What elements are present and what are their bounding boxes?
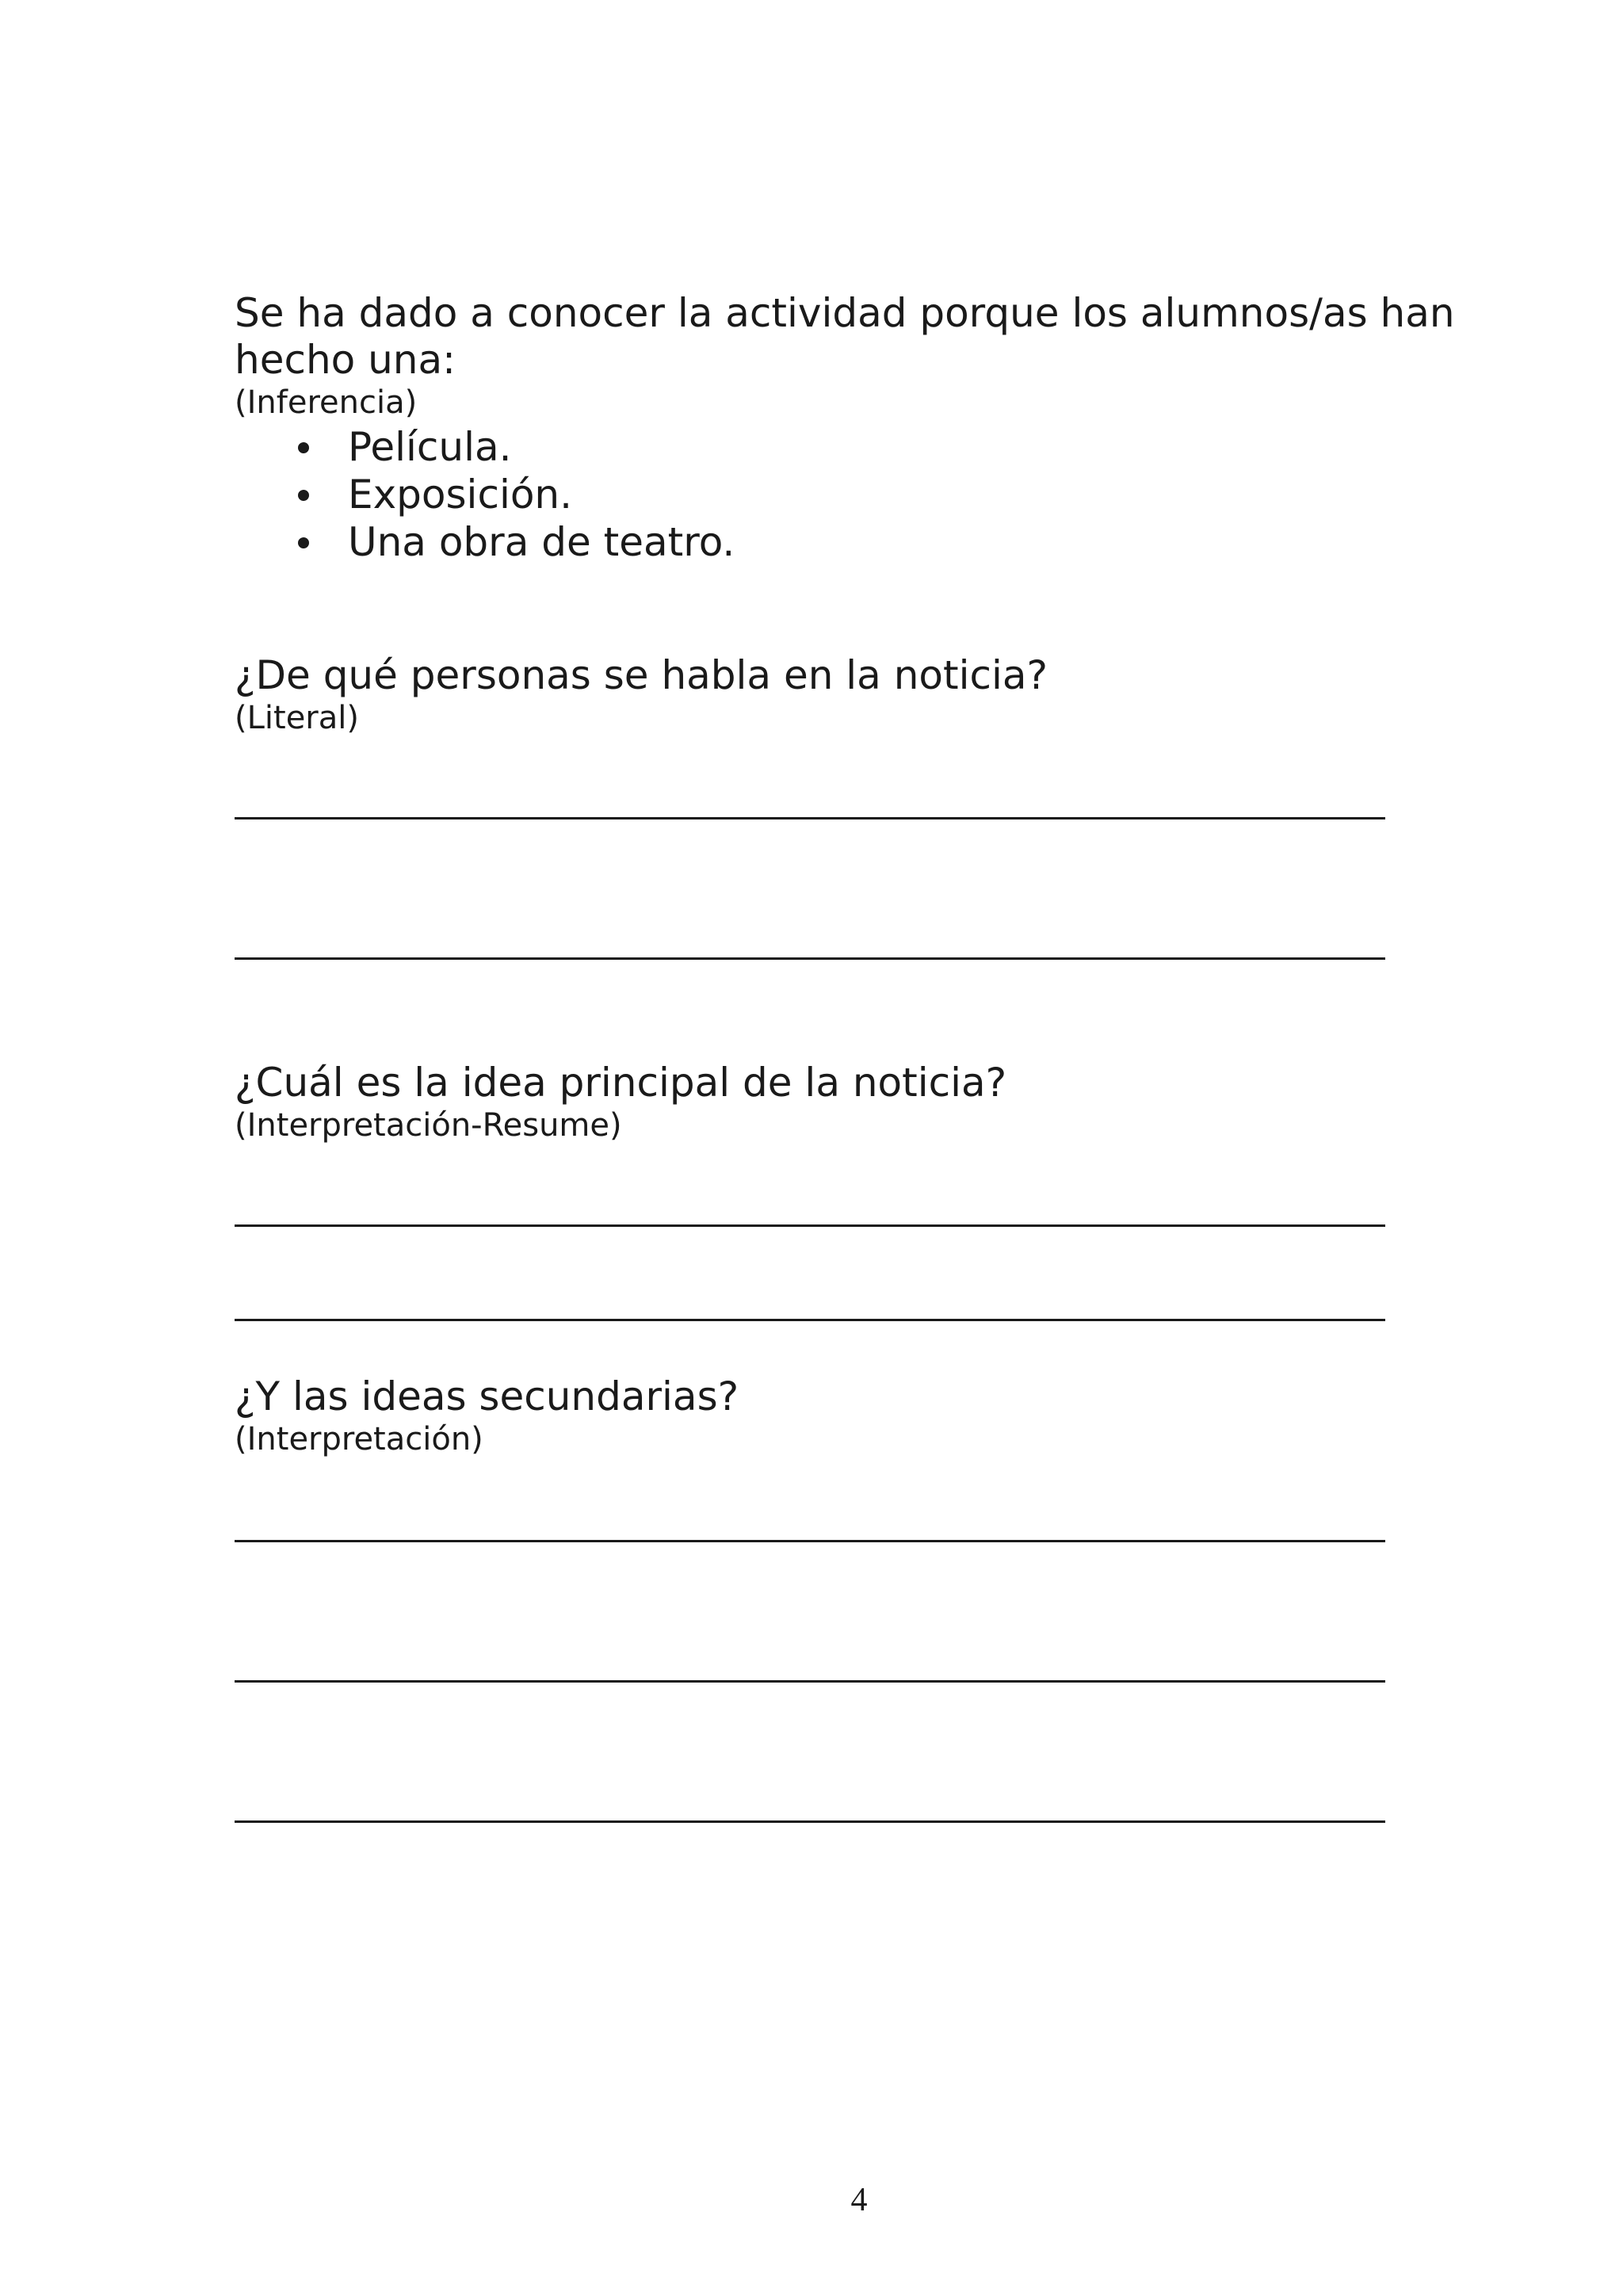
- answer-line[interactable]: [235, 1319, 1385, 1321]
- bullet-icon: [298, 490, 309, 501]
- answer-line[interactable]: [235, 1540, 1385, 1542]
- option-label: Exposición.: [348, 472, 573, 518]
- option-item: [235, 518, 735, 566]
- option-item: [235, 471, 735, 518]
- question-4-type: (Interpretación): [235, 1421, 483, 1457]
- question-1-text-line-1: Se ha dado a conocer la actividad porque los alumnos/as han: [235, 290, 1455, 336]
- answer-line[interactable]: [235, 1680, 1385, 1683]
- question-3-text: ¿Cuál es la idea principal de la noticia?: [235, 1060, 1007, 1106]
- question-1-text-line-2: hecho una:: [235, 337, 456, 383]
- page-number: 4: [850, 2182, 868, 2218]
- bullet-icon: [298, 537, 309, 548]
- answer-line[interactable]: [235, 817, 1385, 819]
- answer-line[interactable]: [235, 1820, 1385, 1823]
- answer-line[interactable]: [235, 957, 1385, 960]
- question-1-type: (Inferencia): [235, 384, 418, 421]
- question-1-options: [235, 423, 735, 566]
- option-label: Película.: [348, 424, 512, 470]
- question-4-text: ¿Y las ideas secundarias?: [235, 1373, 739, 1419]
- answer-line[interactable]: [235, 1224, 1385, 1227]
- question-3-type: (Interpretación-Resume): [235, 1107, 622, 1144]
- question-2-type: (Literal): [235, 700, 359, 736]
- option-label: Una obra de teatro.: [348, 519, 735, 565]
- option-item: [235, 423, 735, 471]
- bullet-icon: [298, 442, 309, 453]
- question-2-text: ¿De qué personas se habla en la noticia?: [235, 652, 1048, 698]
